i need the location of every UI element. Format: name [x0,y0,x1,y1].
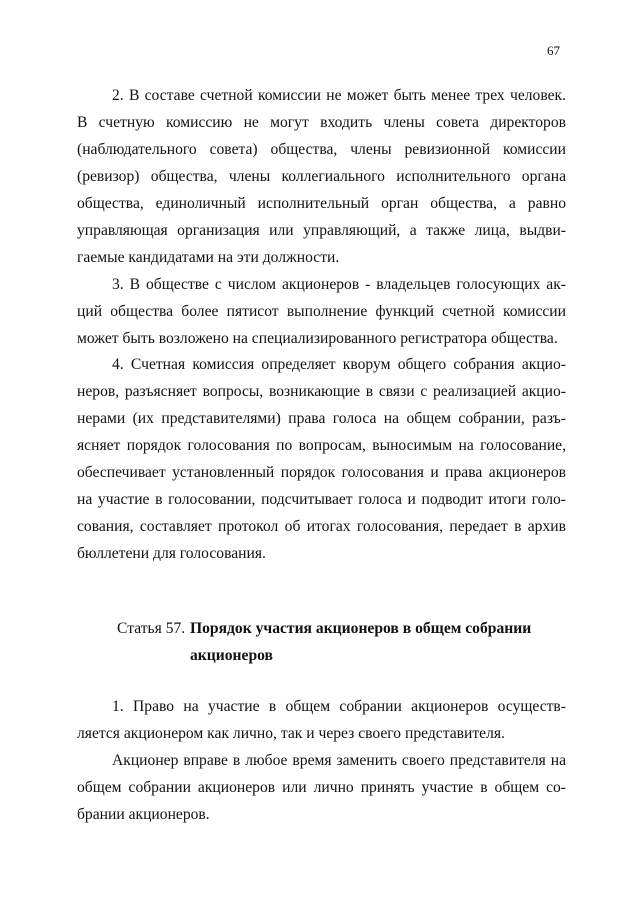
text-line: брании акционеров. [77,806,210,823]
text-line: нерами (их представителями) права голоса на общем собрании, разъ- [77,410,566,427]
text-line: 4. Счетная комиссия определяет кворум общего собрания акцио- [112,356,566,373]
text-line: (наблюдательного совета) общества, члены ревизионной комиссии [77,141,566,158]
article-title-line-2: акционеров [190,647,273,664]
text-line: общем собрании акционеров или лично принять участие в общем со- [77,779,566,796]
text-line: Акционер вправе в любое время заменить своего представителя на [112,752,566,769]
article-label: Статья 57. [117,620,186,637]
text-line: 1. Право на участие в общем собрании акционеров осуществ- [112,698,566,715]
text-line: неров, разъясняет вопросы, возникающие в связи с реализацией акцио- [77,383,566,400]
text-line: ций общества более пятисот выполнение функций счетной комиссии [77,303,566,320]
text-line: 3. В обществе с числом акционеров - владельцев голосующих ак- [112,276,566,293]
text-line: управляющая организация или управляющий, а также лица, выдви- [77,222,566,239]
text-line: общества, единоличный исполнительный орган общества, а равно [77,195,566,212]
text-line: может быть возложено на специализированного регистратора общества. [77,330,558,347]
text-line: бюллетени для голосования. [77,545,266,562]
text-line: на участие в голосовании, подсчитывает голоса и подводит итоги голо- [77,491,566,508]
text-line: ляется акционером как лично, так и через своего представителя. [77,725,505,742]
article-title-line-1: Порядок участия акционеров в общем собрании [190,620,532,637]
text-line: гаемые кандидатами на эти должности. [77,249,340,266]
text-line: сования, составляет протокол об итогах голосования, передает в архив [77,518,566,535]
text-line: В счетную комиссию не могут входить члены совета директоров [77,114,566,131]
text-line: (ревизор) общества, члены коллегиального исполнительного органа [77,168,566,185]
text-line: ясняет порядок голосования по вопросам, выносимым на голосование, [77,437,566,454]
page-number: 67 [547,43,560,58]
text-line: 2. В составе счетной комиссии не может быть менее трех человек. [112,87,566,104]
text-line: обеспечивает установленный порядок голосования и права акционеров [77,464,566,481]
